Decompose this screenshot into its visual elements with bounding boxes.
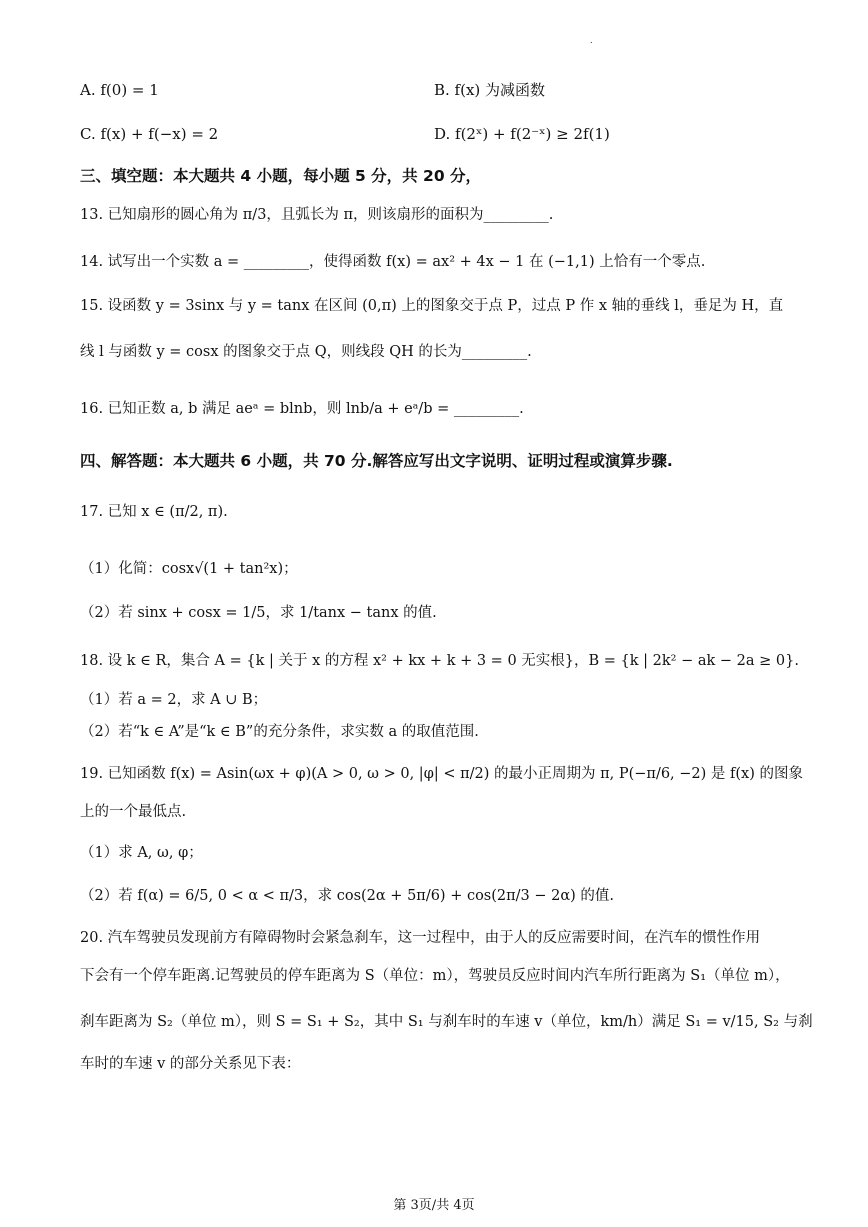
question-20-line-3: 刹车距离为 S₂（单位 m），则 S = S₁ + S₂，其中 S₁ 与刹车时的车速 v（单位，km/h）满足 S₁ = v/15, S₂ 与刹 xyxy=(80,1014,813,1030)
question-13: 13. 已知扇形的圆心角为 π/3，且弧长为 π，则该扇形的面积为_________. xyxy=(80,207,554,223)
section-3-heading: 三、填空题：本大题共 4 小题，每小题 5 分，共 20 分， xyxy=(80,167,482,185)
question-20-line-1: 20. 汽车驾驶员发现前方有障碍物时会紧急刹车，这一过程中，由于人的反应需要时间，在汽车的惯性作用 xyxy=(80,930,761,946)
question-16: 16. 已知正数 a, b 满足 aeᵃ = blnb，则 lnb/a + eᵃ/b = _________. xyxy=(80,401,524,417)
question-20-line-2: 下会有一个停车距离.记驾驶员的停车距离为 S（单位：m），驾驶员反应时间内汽车所行距离为 S₁（单位 m）， xyxy=(80,968,790,984)
question-17-part-2: （2）若 sinx + cosx = 1/5，求 1/tanx − tanx 的值. xyxy=(80,605,437,621)
page-footer: 第 3页/共 4页 xyxy=(393,1198,475,1213)
option-a: A. f(0) = 1 xyxy=(80,81,159,99)
question-15-line-2: 线 l 与函数 y = cosx 的图象交于点 Q，则线段 QH 的长为_________. xyxy=(80,344,532,360)
question-14: 14. 试写出一个实数 a = _________，使得函数 f(x) = ax² + 4x − 1 在 (−1,1) 上恰有一个零点. xyxy=(80,254,706,270)
question-19-line-1: 19. 已知函数 f(x) = Asin(ωx + φ)(A > 0, ω > 0, |φ| < π/2) 的最小正周期为 π, P(−π/6, −2) 是 f(x) 的图象 xyxy=(80,766,803,782)
question-19-part-2: （2）若 f(α) = 6/5, 0 < α < π/3，求 cos(2α + 5π/6) + cos(2π/3 − 2α) 的值. xyxy=(80,888,615,904)
option-d: D. f(2ˣ) + f(2⁻ˣ) ≥ 2f(1) xyxy=(434,125,610,143)
question-18: 18. 设 k ∈ R，集合 A = {k | 关于 x 的方程 x² + kx + k + 3 = 0 无实根}，B = {k | 2k² − ak − 2a ≥ 0}. xyxy=(80,653,799,669)
section-4-heading: 四、解答题：本大题共 6 小题，共 70 分.解答应写出文字说明、证明过程或演算步骤. xyxy=(80,452,673,470)
corner-mark: . xyxy=(590,36,593,45)
question-15-line-1: 15. 设函数 y = 3sinx 与 y = tanx 在区间 (0,π) 上的图象交于点 P，过点 P 作 x 轴的垂线 l，垂足为 H，直 xyxy=(80,298,784,314)
question-19-line-2: 上的一个最低点. xyxy=(80,804,187,820)
question-18-part-2: （2）若“k ∈ A”是“k ∈ B”的充分条件，求实数 a 的取值范围. xyxy=(80,724,479,740)
question-20-line-4: 车时的车速 v 的部分关系见下表： xyxy=(80,1056,301,1072)
option-b: B. f(x) 为减函数 xyxy=(434,81,546,99)
question-17-part-1: （1）化简：cosx√(1 + tan²x)； xyxy=(80,561,298,577)
question-18-part-1: （1）若 a = 2，求 A ∪ B； xyxy=(80,692,268,708)
option-c: C. f(x) + f(−x) = 2 xyxy=(80,125,219,143)
question-17: 17. 已知 x ∈ (π/2, π). xyxy=(80,504,228,520)
question-19-part-1: （1）求 A, ω, φ； xyxy=(80,845,203,861)
